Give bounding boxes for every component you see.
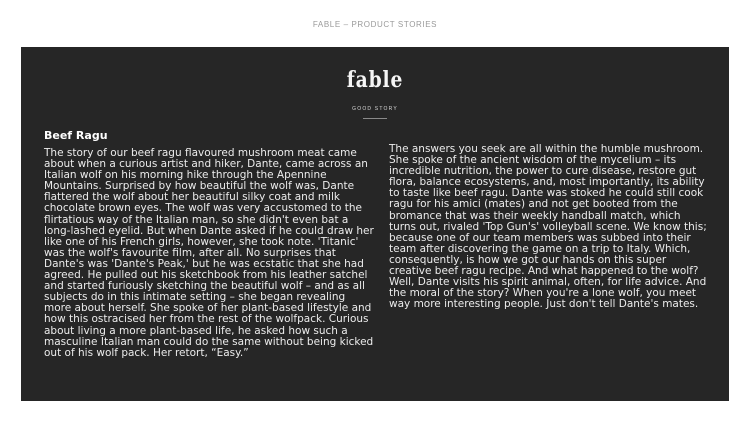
- story-text-right-column: The answers you seek are all within the humble mushroom. She spoke of the ancient wisdom of the mycelium – its incredible nutrition, the power to cure disease, restore gut flora, balance ecosystems, and, most importantly, its ability to taste like beef ragu. Dante was stoked he could still cook ragu for his amici (mates) and not get booted from the bromance that was their weekly handball match, which turns out, rivaled 'Top Gun's' volleyball scene. We know this; because one of our team members was subbed into their team after discovering the game on a trip to Italy. Which, consequently, is how we got our hands on this super creative beef ragu recipe. And what happened to the wolf? Well, Dante visits his spirit animal, often, for life advice. And the moral of the story? When you're a lone wolf, you meet way more interesting people. Just don't tell Dante's mates.: [389, 143, 707, 311]
- story-title: Beef Ragu: [44, 129, 108, 142]
- divider-rule: [363, 118, 387, 119]
- page-caption: FABLE – PRODUCT STORIES: [312, 20, 438, 29]
- fable-logo: fable: [346, 67, 404, 93]
- story-card: [21, 47, 729, 401]
- story-text-left-column: The story of our beef ragu flavoured mushroom meat came about when a curious artist and hiker, Dante, came across an Italian wolf on his morning hike through the Apennine Mountains. Surprised by how beautiful the wolf was, Dante flattered the wolf about her beautiful silky coat and milk chocolate brown eyes. The wolf was very accustomed to the flirtatious way of the Italian man, so she didn't even bat a long-lashed eyelid. But when Dante asked if he could draw her like one of his French girls, however, she took note. 'Titanic' was the wolf's favourite film, after all. No surprises that Dante's was 'Dante's Peak,' but he was ecstatic that she had agreed. He pulled out his sketchbook from his leather satchel and started furiously sketching the beautiful wolf – and as all subjects do in this intimate setting – she began revealing more about herself. She spoke of her plant-based lifestyle and how this ostracised her from the rest of the wolfpack. Curious about living a more plant-based life, he asked how such a masculine Italian man could do the same without being kicked out of his wolf pack. Her retort, “Easy.”: [44, 147, 374, 359]
- tagline: GOOD STORY: [352, 106, 398, 112]
